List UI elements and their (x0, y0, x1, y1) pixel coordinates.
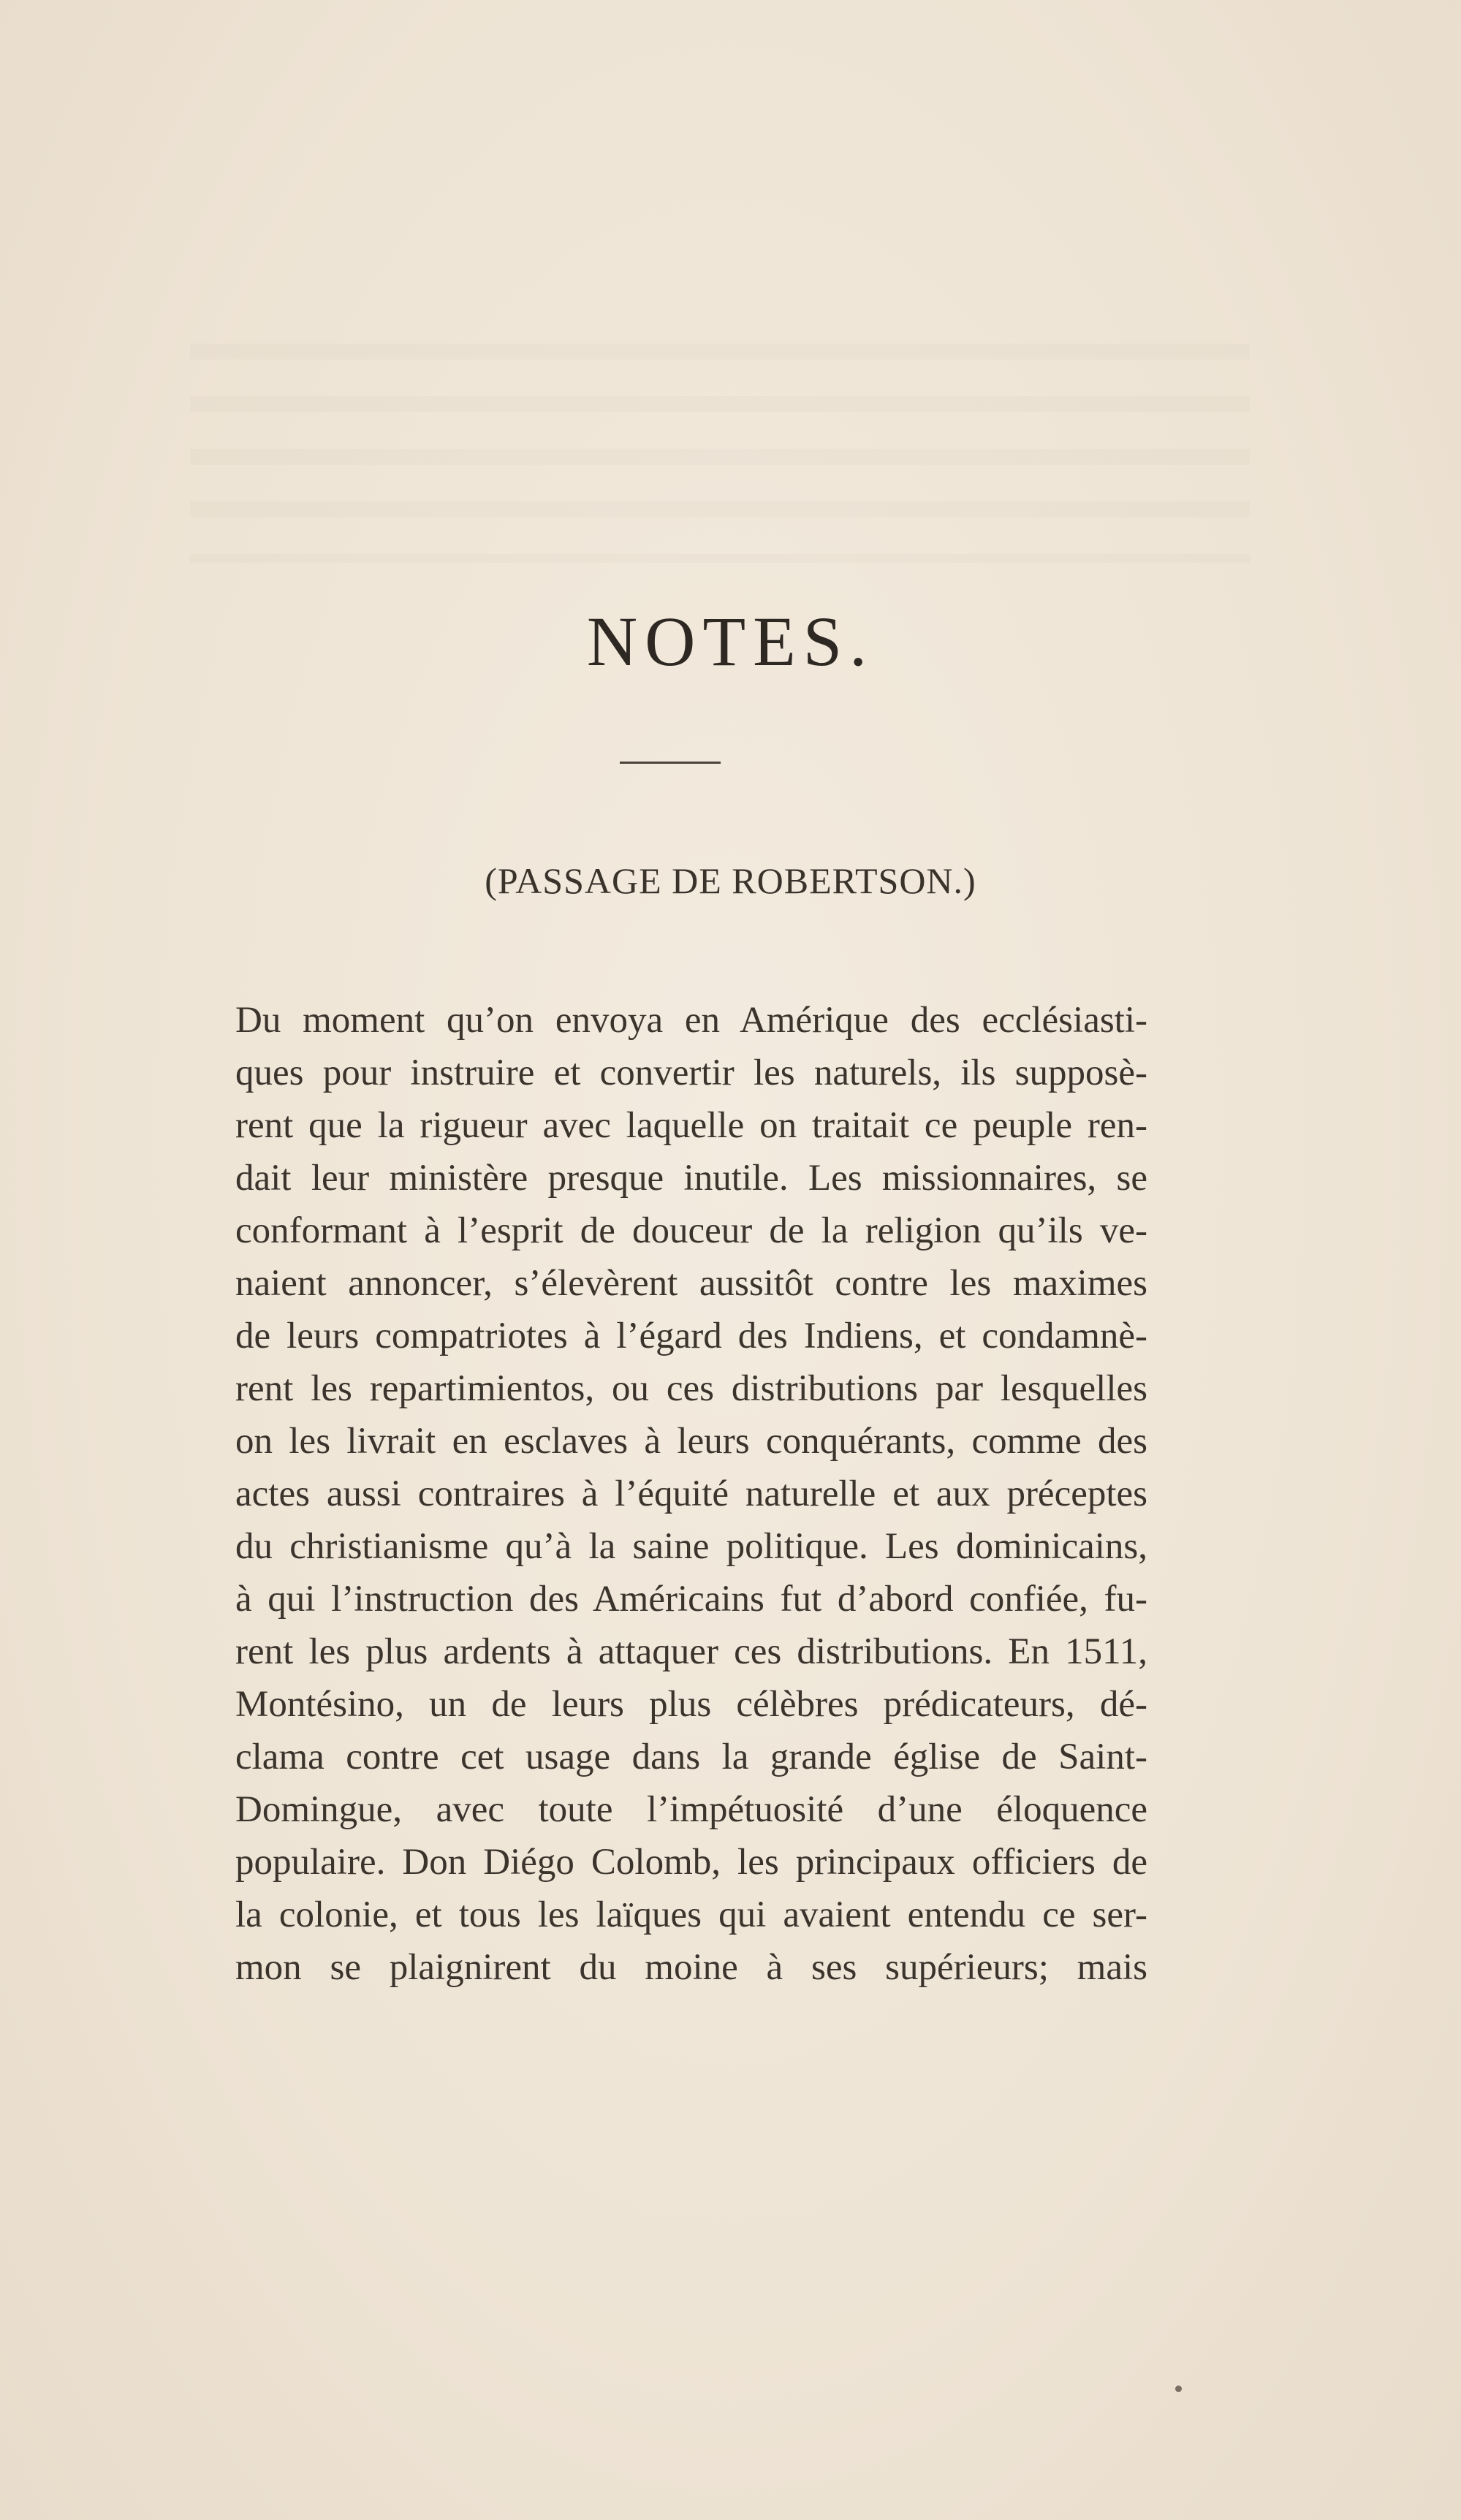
section-subtitle: (PASSAGE DE ROBERTSON.) (485, 860, 976, 901)
bleed-through-text (190, 344, 1250, 563)
text-line: conformant à l’esprit de douceur de la religion qu’ils ve- (235, 1210, 1147, 1251)
text-line: à qui l’instruction des Américains fut d’abord confiée, fu- (235, 1579, 1147, 1620)
paper-speck (1175, 2386, 1182, 2392)
page-title: NOTES. (586, 602, 875, 680)
text-line: populaire. Don Diégo Colomb, les principaux officiers de (235, 1842, 1147, 1883)
text-line: du christianisme qu’à la saine politique. Les dominicains, (235, 1526, 1147, 1567)
text-line: de leurs compatriotes à l’égard des Indiens, et condamnè- (235, 1316, 1147, 1356)
text-line: la colonie, et tous les laïques qui avaient entendu ce ser- (235, 1894, 1147, 1935)
text-line: actes aussi contraires à l’équité naturelle et aux préceptes (235, 1473, 1147, 1514)
text-line: Domingue, avec toute l’impétuosité d’une éloquence (235, 1789, 1147, 1830)
title-rule (620, 762, 721, 764)
text-line: ques pour instruire et convertir les naturels, ils supposè- (235, 1052, 1147, 1093)
text-line: rent les plus ardents à attaquer ces distributions. En 1511, (235, 1631, 1147, 1672)
text-line: mon se plaignirent du moine à ses supérieurs; mais (235, 1947, 1147, 1988)
text-line: Du moment qu’on envoya en Amérique des ecclésiasti- (235, 1000, 1147, 1041)
text-line: Montésino, un de leurs plus célèbres prédicateurs, dé- (235, 1684, 1147, 1725)
text-line: on les livrait en esclaves à leurs conquérants, comme des (235, 1421, 1147, 1462)
text-line: rent les repartimientos, ou ces distributions par lesquelles (235, 1368, 1147, 1409)
text-line: rent que la rigueur avec laquelle on traitait ce peuple ren- (235, 1105, 1147, 1146)
text-line: naient annoncer, s’élevèrent aussitôt contre les maximes (235, 1263, 1147, 1304)
body-paragraph (235, 994, 1147, 1994)
text-line: dait leur ministère presque inutile. Les missionnaires, se (235, 1158, 1147, 1199)
text-line: clama contre cet usage dans la grande église de Saint- (235, 1737, 1147, 1777)
